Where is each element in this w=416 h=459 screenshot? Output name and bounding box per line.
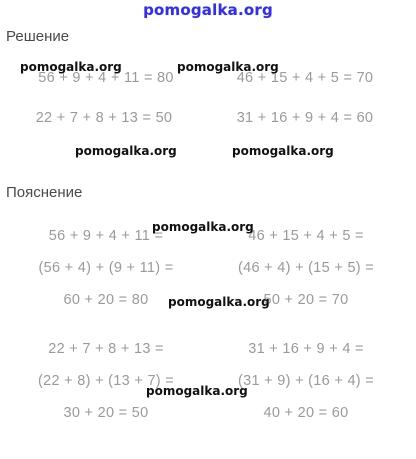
- watermark-text: pomogalka.org: [177, 60, 279, 74]
- explanation-heading: Пояснение: [6, 184, 83, 201]
- watermark-text: pomogalka.org: [146, 384, 248, 398]
- explanation-line: (56 + 4) + (9 + 11) =: [38, 260, 174, 276]
- watermark-text: pomogalka.org: [20, 60, 122, 74]
- watermark-text: pomogalka.org: [168, 295, 270, 309]
- explanation-line: 50 + 20 = 70: [263, 292, 349, 308]
- solution-heading: Решение: [6, 28, 70, 45]
- explanation-line: (31 + 9) + (16 + 4) =: [237, 373, 375, 389]
- explanation-line: 22 + 7 + 8 + 13 =: [48, 341, 164, 357]
- watermark-text: pomogalka.org: [232, 144, 334, 158]
- explanation-line: 40 + 20 = 60: [263, 405, 349, 421]
- watermark-text: pomogalka.org: [152, 220, 254, 234]
- explanation-line: 30 + 20 = 50: [63, 405, 149, 421]
- explanation-line: 46 + 15 + 4 + 5 =: [248, 228, 364, 244]
- solution-equation: 56 + 9 + 4 + 11 = 80: [38, 70, 174, 86]
- explanation-line: (46 + 4) + (15 + 5) =: [237, 260, 375, 276]
- watermark-text: pomogalka.org: [75, 144, 177, 158]
- site-logo: pomogalka.org: [143, 1, 273, 19]
- explanation-line: 56 + 9 + 4 + 11 =: [48, 228, 164, 244]
- solution-equation: 46 + 15 + 4 + 5 = 70: [236, 70, 374, 86]
- explanation-line: 31 + 16 + 9 + 4 =: [248, 341, 364, 357]
- explanation-line: 60 + 20 = 80: [63, 292, 149, 308]
- solution-equation: 31 + 16 + 9 + 4 = 60: [236, 110, 374, 126]
- explanation-line: (22 + 8) + (13 + 7) =: [37, 373, 175, 389]
- solution-equation: 22 + 7 + 8 + 13 = 50: [35, 110, 173, 126]
